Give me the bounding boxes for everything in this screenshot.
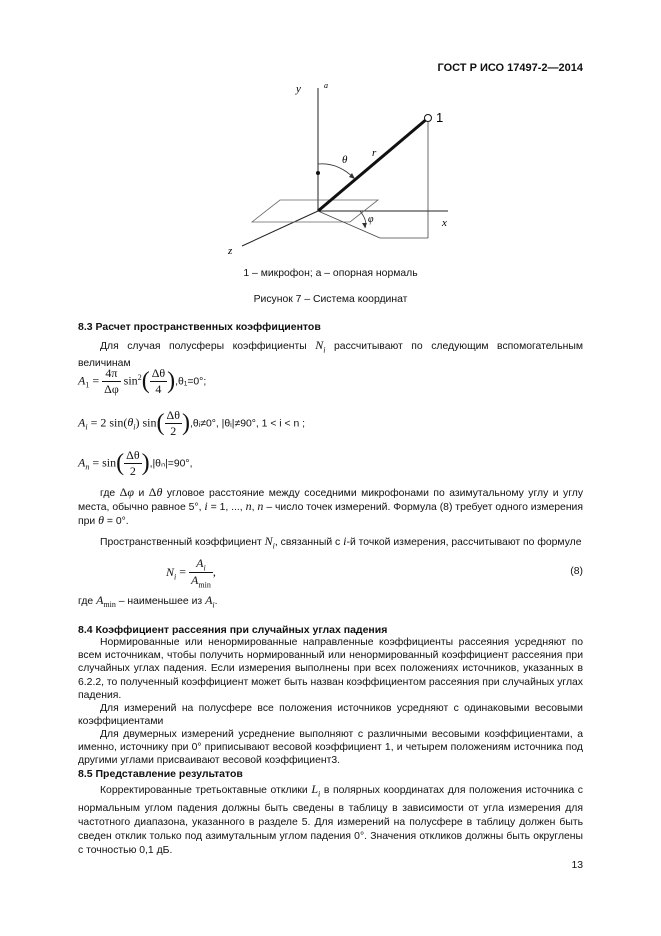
figure-caption: Рисунок 7 – Система координат [253,294,408,305]
coordinate-system-figure [210,76,470,266]
equation-number: (8) [570,566,583,577]
radius-vector [318,118,428,211]
label-1: 1 [436,110,444,125]
figure-legend: 1 – микрофон; а – опорная нормаль [243,268,418,279]
spatial-coefficient-text: Пространственный коэффициент $N_i$, связанный с i-й точкой измерения, рассчитывают по формуле [100,534,582,551]
label-y: y [296,83,301,95]
section-8-4-title: 8.4 Коэффициент рассеяния при случайных углах падения [78,624,388,636]
section-8-5-title: 8.5 Представление результатов [78,768,243,780]
section-8-3-intro: Для случая полусферы коэффициенты $N_i$ рассчитывают по следующим вспомогательным величинам [78,338,583,369]
document-header: ГОСТ Р ИСО 17497-2—2014 [437,62,583,74]
label-a: a [324,81,328,90]
y-axis-dot [316,171,320,175]
z-axis [242,211,318,246]
label-x: x [442,217,447,229]
page-number: 13 [571,860,583,871]
section-8-3-title: 8.3 Расчет пространственных коэффициентов [78,321,321,333]
formula-ai: $A_i = 2$ $\sin(\theta_i)$ sin( $\frac{\Delta\theta}{2}$ ),θᵢ≠0°, |θᵢ|≠90°, 1 < i < n ; [78,408,306,438]
label-r: r [372,147,377,159]
label-theta: θ [342,154,348,166]
section-8-4-paragraph-2: Для измерений на полусфере все положения источников усредняют с одинаковыми весовыми коэффициентами [78,703,583,728]
section-8-4-paragraph-3: Для двумерных измерений усреднение выполняют с различными весовыми коэффициентами, а именно, источнику при 0° приписывают весовой коэффициент 1, и четырем положениям источника под другими углами присваивают весовой коэффициент3. [78,729,583,767]
where-clause: где Δφ и Δθ угловое расстояние между соседними микрофонами по азимутальному углу и углу места, обычно равное 5°, i = 1, ..., n, n – число точек измерений. Формула (8) требует одного измерения при θ = 0°. [78,485,584,528]
label-z: z [228,245,233,257]
amin-definition: где $A_{min}$ – наименьшее из $A_i$. [78,593,218,610]
formula-an: $A_n = \sin$( $\frac{\Delta\theta}{2}$ ),|θₙ|=90°, [78,448,193,478]
section-8-5-paragraph: Корректированные третьоктавные отклики $L_i$ в полярных координатах для положения источника с нормальным углом падения должны быть сведены в таблицу в зависимости от угла измерения для частотного диапазона, указанного в разделе 5. Для измерений на полусфере в таблицу должен быть сведен отклик только под азимутальным углом падения 0°. Значения откликов должны быть округлены с точностью 0,1 дБ. [78,782,584,857]
label-phi: φ [368,214,374,225]
formula-8: $N_i$ = $\frac{A_i}{A_{min}}$ , [166,556,216,590]
microphone-point [425,115,432,122]
formula-a1: $A_1$ = $\frac{4\pi}{\Delta\varphi}$ $\sin^2$( $\frac{\Delta\theta}{4}$ ),θ₁=0°; [78,366,207,396]
section-8-4-paragraph-1: Нормированные или ненормированные направленные коэффициенты рассеяния усредняют по всем источникам, чтобы получить нормированный или ненормированный коэффициент рассеяния при случайных углах падения. Если измерения выполнены при всех положениях источников, указанных в 6.2.2, то полученный коэффициент может быть назван коэффициентом рассеяния при случайных углах падения. [78,637,583,701]
phi-arc-arrow [362,223,367,228]
